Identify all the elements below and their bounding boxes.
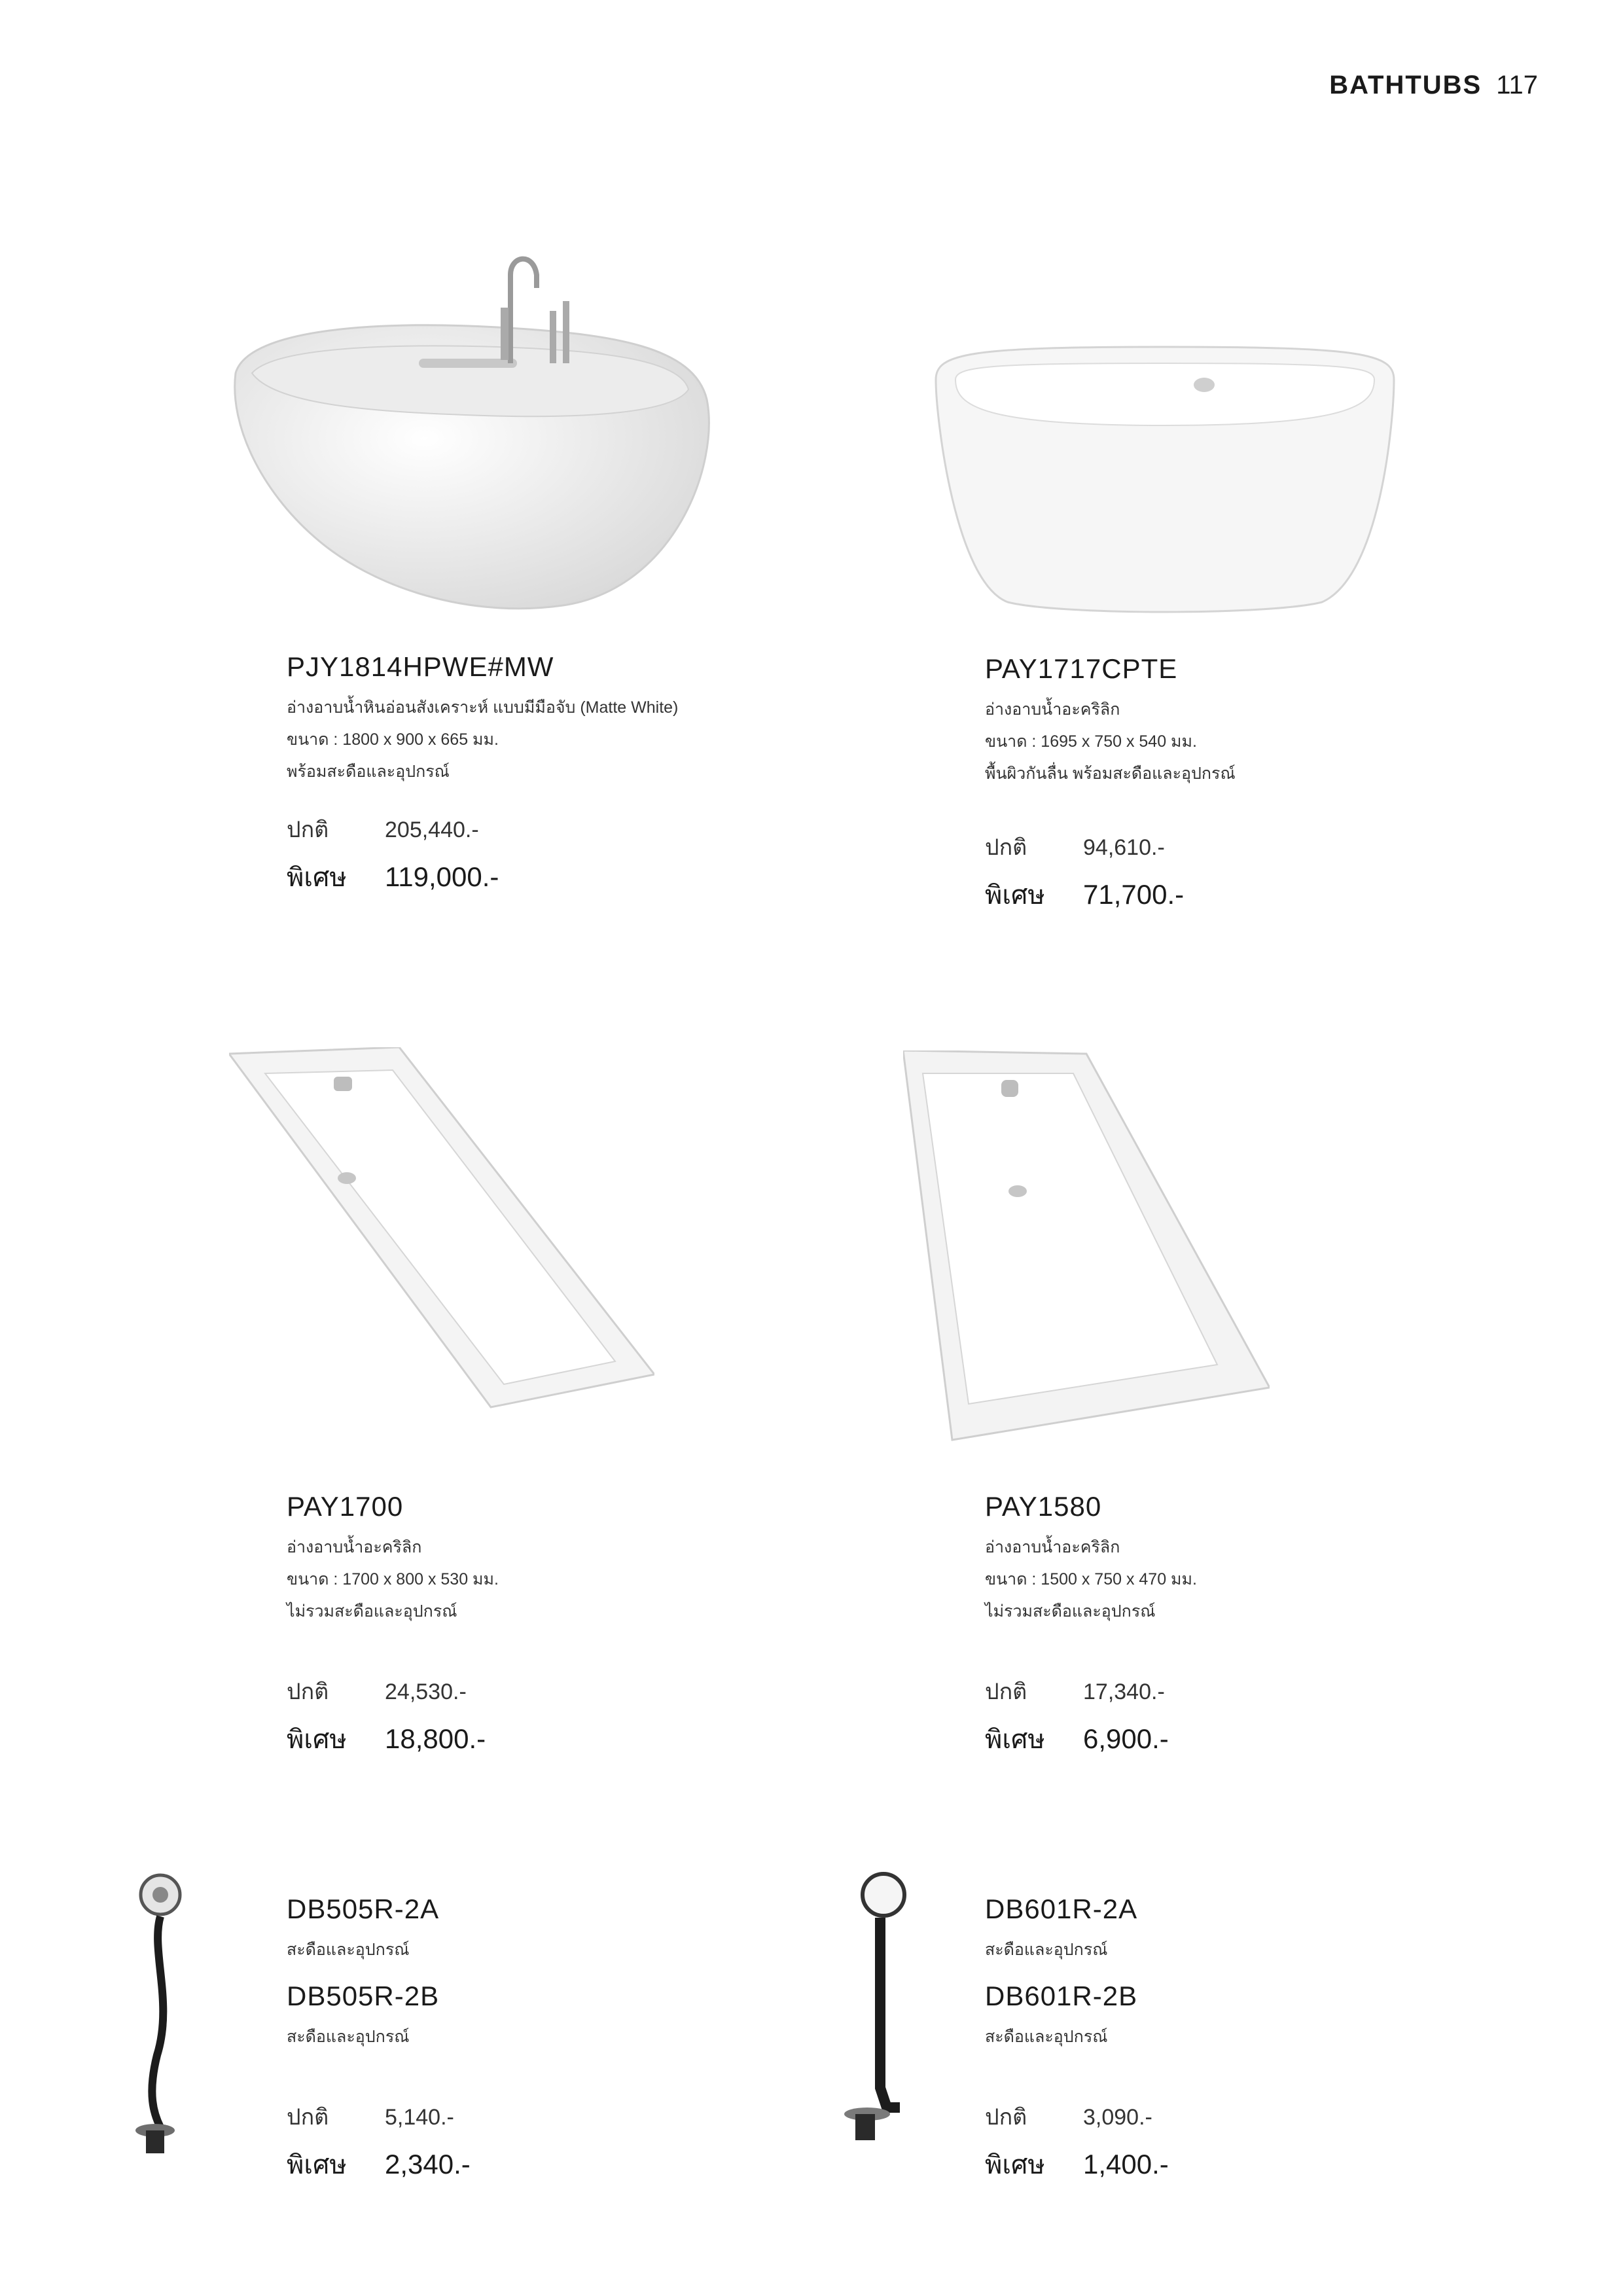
- regular-price: 94,610.-: [1083, 835, 1165, 860]
- product-description-alt: สะดือและอุปกรณ์: [287, 2028, 410, 2046]
- rectangular-bathtub-image-2: [903, 1050, 1270, 1443]
- product-description: [287, 692, 810, 788]
- product-size: ขนาด : 1700 x 800 x 530 มม.: [287, 1570, 499, 1588]
- freestanding-bathtub-image: [223, 249, 733, 622]
- product-description-alt: สะดือและอุปกรณ์: [985, 2028, 1108, 2046]
- regular-price-label: ปกติ: [287, 2105, 329, 2130]
- product-description: [985, 1532, 1508, 1628]
- product-pay1580: [985, 1491, 1508, 1760]
- product-code: PAY1717CPTE: [985, 653, 1178, 684]
- rectangular-bathtub-image-1: [229, 1047, 654, 1414]
- regular-price-label: ปกติ: [985, 835, 1027, 860]
- product-code: PAY1580: [985, 1491, 1102, 1522]
- product-size: ขนาด : 1800 x 900 x 665 มม.: [287, 730, 499, 749]
- special-price: 1,400.-: [1083, 2149, 1169, 2179]
- special-price: 2,340.-: [385, 2149, 471, 2179]
- regular-price: 5,140.-: [385, 2105, 454, 2130]
- product-description: [985, 694, 1508, 790]
- product-description: สะดือและอุปกรณ์: [985, 1941, 1108, 1959]
- product-description-line: อ่างอาบน้ำอะคริลิก: [287, 1538, 422, 1556]
- price-block: [985, 829, 1508, 916]
- price-block: [287, 812, 810, 898]
- bath-drain-image-1: [128, 1872, 200, 2160]
- product-description-line: พร้อมสะดือและอุปกรณ์: [287, 762, 450, 781]
- product-code: DB505R-2A: [287, 1893, 440, 1924]
- page-header: [1329, 71, 1538, 100]
- product-code-alt: DB601R-2B: [985, 1981, 1138, 2011]
- product-pay1717cpte: [985, 653, 1508, 916]
- special-price-label: พิเศษ: [287, 863, 347, 892]
- product-code: PJY1814HPWE#MW: [287, 651, 554, 682]
- product-description-line: ไม่รวมสะดือและอุปกรณ์: [287, 1602, 457, 1621]
- product-code: PAY1700: [287, 1491, 404, 1522]
- regular-price-label: ปกติ: [287, 1679, 329, 1704]
- product-description-line: อ่างอาบน้ำอะคริลิก: [985, 700, 1120, 719]
- product-size: ขนาด : 1500 x 750 x 470 มม.: [985, 1570, 1197, 1588]
- product-description-line: พื้นผิวกันลื่น พร้อมสะดือและอุปกรณ์: [985, 764, 1236, 783]
- product-pay1700: [287, 1491, 810, 1760]
- product-description-line: ไม่รวมสะดือและอุปกรณ์: [985, 1602, 1156, 1621]
- price-block: [985, 2099, 1508, 2185]
- regular-price-label: ปกติ: [985, 1679, 1027, 1704]
- product-code: DB601R-2A: [985, 1893, 1138, 1924]
- regular-price: 24,530.-: [385, 1679, 467, 1704]
- section-title: BATHTUBS: [1329, 71, 1482, 99]
- special-price: 6,900.-: [1083, 1723, 1169, 1754]
- product-db505r: [287, 1893, 810, 2185]
- special-price-label: พิเศษ: [985, 1725, 1045, 1754]
- page-number: 117: [1496, 71, 1538, 99]
- regular-price: 3,090.-: [1083, 2105, 1152, 2130]
- special-price-label: พิเศษ: [985, 2151, 1045, 2179]
- regular-price-label: ปกติ: [287, 817, 329, 842]
- bath-drain-image-2: [841, 1872, 926, 2160]
- price-block: [985, 1674, 1508, 1760]
- regular-price: 205,440.-: [385, 817, 479, 842]
- product-description-line: อ่างอาบน้ำหินอ่อนสังเคราะห์ แบบมีมือจับ (Matte White): [287, 698, 679, 717]
- price-block: [287, 1674, 810, 1760]
- product-description-line: อ่างอาบน้ำอะคริลิก: [985, 1538, 1120, 1556]
- special-price-label: พิเศษ: [985, 881, 1045, 910]
- special-price: 71,700.-: [1083, 879, 1185, 910]
- product-size: ขนาด : 1695 x 750 x 540 มม.: [985, 732, 1197, 751]
- product-description: [287, 1532, 810, 1628]
- product-db601r: [985, 1893, 1508, 2185]
- product-pjy1814hpwe: [287, 651, 810, 898]
- special-price: 18,800.-: [385, 1723, 486, 1754]
- product-code-alt: DB505R-2B: [287, 1981, 440, 2011]
- oval-bathtub-image: [929, 340, 1400, 615]
- special-price-label: พิเศษ: [287, 2151, 347, 2179]
- regular-price-label: ปกติ: [985, 2105, 1027, 2130]
- special-price: 119,000.-: [385, 861, 499, 892]
- product-description: สะดือและอุปกรณ์: [287, 1941, 410, 1959]
- regular-price: 17,340.-: [1083, 1679, 1165, 1704]
- price-block: [287, 2099, 810, 2185]
- special-price-label: พิเศษ: [287, 1725, 347, 1754]
